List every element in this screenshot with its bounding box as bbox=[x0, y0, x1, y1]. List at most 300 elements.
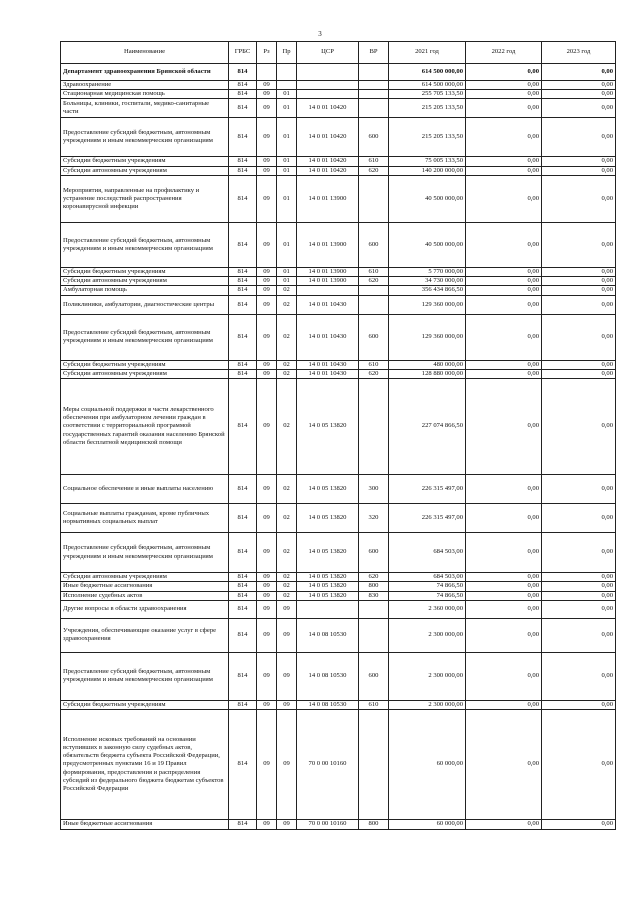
table-cell-2021: 215 205 133,50 bbox=[389, 118, 466, 157]
table-cell-csr: 14 0 01 10430 bbox=[297, 295, 359, 314]
table-cell-2021: 129 360 000,00 bbox=[389, 295, 466, 314]
table-cell-name: Иные бюджетные ассигнования bbox=[61, 820, 229, 830]
table-cell-2022: 0,00 bbox=[466, 175, 542, 222]
col-header-2023: 2023 год bbox=[542, 42, 616, 64]
table-cell-grbs: 814 bbox=[229, 267, 257, 276]
table-cell-2023: 0,00 bbox=[542, 277, 616, 286]
table-cell-2021: 684 503,00 bbox=[389, 533, 466, 573]
table-row bbox=[61, 600, 616, 618]
table-cell-csr: 14 0 05 13820 bbox=[297, 475, 359, 504]
table-cell-2022: 0,00 bbox=[466, 267, 542, 276]
table-cell-name: Меры социальной поддержки в части лекарственного обеспечения при амбулаторном лечении граждан в соответствии с территориальной программой государственных гарантий оказания населению Брянской области бесплатной медицинской помощи bbox=[61, 379, 229, 475]
table-cell-2021: 5 770 000,00 bbox=[389, 267, 466, 276]
table-cell-pr: 01 bbox=[277, 222, 297, 267]
table-cell-name: Субсидии автономным учреждениям bbox=[61, 166, 229, 175]
table-cell-2022: 0,00 bbox=[466, 360, 542, 369]
table-cell-name: Учреждения, обеспечивающие оказание услуг в сфере здравоохранения bbox=[61, 618, 229, 652]
table-cell-name: Мероприятия, направленные на профилактику и устранение последствий распространения коронавирусной инфекции bbox=[61, 175, 229, 222]
table-cell-rz: 09 bbox=[257, 369, 277, 378]
table-cell-vr bbox=[359, 295, 389, 314]
table-cell-name: Социальное обеспечение и иные выплаты населению bbox=[61, 475, 229, 504]
table-row bbox=[61, 360, 616, 369]
table-cell-2023: 0,00 bbox=[542, 652, 616, 700]
table-cell-name: Предоставление субсидий бюджетным, автономным учреждениям и иным некоммерческим организациям bbox=[61, 118, 229, 157]
table-row bbox=[61, 475, 616, 504]
table-cell-2021: 226 315 497,00 bbox=[389, 475, 466, 504]
table-cell-2023: 0,00 bbox=[542, 700, 616, 709]
table-cell-rz: 09 bbox=[257, 90, 277, 99]
table-cell-2021: 74 866,50 bbox=[389, 582, 466, 591]
table-cell-pr: 01 bbox=[277, 118, 297, 157]
table-cell-2022: 0,00 bbox=[466, 286, 542, 295]
table-cell-name: Предоставление субсидий бюджетным, автономным учреждениям и иным некоммерческим организациям bbox=[61, 533, 229, 573]
table-cell-pr: 02 bbox=[277, 369, 297, 378]
table-cell-2021: 129 360 000,00 bbox=[389, 314, 466, 360]
table-cell-pr: 02 bbox=[277, 573, 297, 582]
table-cell-grbs: 814 bbox=[229, 475, 257, 504]
table-cell-rz: 09 bbox=[257, 277, 277, 286]
table-cell-rz: 09 bbox=[257, 314, 277, 360]
table-cell-2023: 0,00 bbox=[542, 379, 616, 475]
table-cell-grbs: 814 bbox=[229, 157, 257, 166]
table-cell-pr: 01 bbox=[277, 175, 297, 222]
table-cell-2022: 0,00 bbox=[466, 295, 542, 314]
table-cell-2023: 0,00 bbox=[542, 175, 616, 222]
table-cell-vr bbox=[359, 99, 389, 118]
table-cell-csr bbox=[297, 90, 359, 99]
table-cell-csr: 14 0 05 13820 bbox=[297, 591, 359, 600]
table-cell-vr: 620 bbox=[359, 166, 389, 175]
table-cell-name: Предоставление субсидий бюджетным, автономным учреждениям и иным некоммерческим организациям bbox=[61, 652, 229, 700]
table-cell-csr: 14 0 01 10420 bbox=[297, 166, 359, 175]
table-cell-vr bbox=[359, 81, 389, 90]
table-cell-2022: 0,00 bbox=[466, 533, 542, 573]
table-cell-2022: 0,00 bbox=[466, 222, 542, 267]
table-cell-2021: 614 500 000,00 bbox=[389, 64, 466, 81]
table-row bbox=[61, 700, 616, 709]
table-cell-2023: 0,00 bbox=[542, 360, 616, 369]
table-cell-grbs: 814 bbox=[229, 277, 257, 286]
table-cell-pr: 09 bbox=[277, 820, 297, 830]
table-cell-vr: 600 bbox=[359, 533, 389, 573]
table-row bbox=[61, 652, 616, 700]
table-cell-csr: 14 0 01 10430 bbox=[297, 360, 359, 369]
table-cell-rz: 09 bbox=[257, 591, 277, 600]
table-row bbox=[61, 618, 616, 652]
table-cell-2023: 0,00 bbox=[542, 369, 616, 378]
table-cell-pr: 09 bbox=[277, 618, 297, 652]
col-header-pr: Пр bbox=[277, 42, 297, 64]
table-cell-vr: 830 bbox=[359, 591, 389, 600]
table-cell-name: Другие вопросы в области здравоохранения bbox=[61, 600, 229, 618]
table-header bbox=[61, 42, 616, 64]
table-cell-vr bbox=[359, 64, 389, 81]
table-cell-grbs: 814 bbox=[229, 652, 257, 700]
table-cell-rz: 09 bbox=[257, 652, 277, 700]
table-cell-rz: 09 bbox=[257, 295, 277, 314]
table-row bbox=[61, 504, 616, 533]
table-cell-pr: 02 bbox=[277, 533, 297, 573]
table-cell-grbs: 814 bbox=[229, 582, 257, 591]
table-cell-2023: 0,00 bbox=[542, 166, 616, 175]
table-cell-2022: 0,00 bbox=[466, 820, 542, 830]
table-cell-2023: 0,00 bbox=[542, 99, 616, 118]
table-row bbox=[61, 314, 616, 360]
table-cell-grbs: 814 bbox=[229, 369, 257, 378]
table-cell-name: Иные бюджетные ассигнования bbox=[61, 582, 229, 591]
table-cell-csr: 14 0 01 10430 bbox=[297, 314, 359, 360]
table-cell-2022: 0,00 bbox=[466, 314, 542, 360]
table-cell-grbs: 814 bbox=[229, 90, 257, 99]
table-cell-2021: 2 300 000,00 bbox=[389, 652, 466, 700]
table-cell-pr: 02 bbox=[277, 314, 297, 360]
table-cell-name: Поликлиники, амбулатории, диагностические центры bbox=[61, 295, 229, 314]
table-row bbox=[61, 533, 616, 573]
table-cell-grbs: 814 bbox=[229, 222, 257, 267]
table-cell-2021: 128 880 000,00 bbox=[389, 369, 466, 378]
table-row bbox=[61, 81, 616, 90]
table-cell-2022: 0,00 bbox=[466, 277, 542, 286]
table-cell-pr: 02 bbox=[277, 504, 297, 533]
table-cell-2021: 40 500 000,00 bbox=[389, 175, 466, 222]
table-cell-pr: 01 bbox=[277, 277, 297, 286]
table-cell-vr: 600 bbox=[359, 314, 389, 360]
table-cell-2022: 0,00 bbox=[466, 369, 542, 378]
table-row bbox=[61, 222, 616, 267]
table-row bbox=[61, 820, 616, 830]
table-cell-2023: 0,00 bbox=[542, 314, 616, 360]
table-cell-csr: 14 0 05 13820 bbox=[297, 573, 359, 582]
table-cell-vr: 610 bbox=[359, 157, 389, 166]
table-cell-vr: 800 bbox=[359, 582, 389, 591]
table-cell-grbs: 814 bbox=[229, 379, 257, 475]
table-cell-2023: 0,00 bbox=[542, 591, 616, 600]
table-cell-name: Субсидии бюджетным учреждениям bbox=[61, 700, 229, 709]
table-cell-2021: 227 074 866,50 bbox=[389, 379, 466, 475]
table-cell-2023: 0,00 bbox=[542, 618, 616, 652]
table-cell-csr: 14 0 05 13820 bbox=[297, 504, 359, 533]
table-cell-grbs: 814 bbox=[229, 710, 257, 820]
table-cell-csr: 14 0 01 13900 bbox=[297, 175, 359, 222]
table-cell-name: Департамент здравоохранения Брянской области bbox=[61, 64, 229, 81]
table-cell-name: Субсидии автономным учреждениям bbox=[61, 573, 229, 582]
table-cell-rz: 09 bbox=[257, 475, 277, 504]
table-row bbox=[61, 267, 616, 276]
table-cell-pr: 01 bbox=[277, 267, 297, 276]
table-cell-csr: 14 0 01 10430 bbox=[297, 369, 359, 378]
table-cell-vr bbox=[359, 379, 389, 475]
table-cell-pr: 02 bbox=[277, 582, 297, 591]
table-cell-grbs: 814 bbox=[229, 99, 257, 118]
table-cell-vr bbox=[359, 600, 389, 618]
table-row bbox=[61, 175, 616, 222]
table-cell-2022: 0,00 bbox=[466, 157, 542, 166]
table-cell-2021: 2 360 000,00 bbox=[389, 600, 466, 618]
table-cell-pr: 02 bbox=[277, 286, 297, 295]
table-cell-vr: 620 bbox=[359, 573, 389, 582]
table-cell-2023: 0,00 bbox=[542, 81, 616, 90]
table-cell-2022: 0,00 bbox=[466, 618, 542, 652]
table-cell-vr: 620 bbox=[359, 369, 389, 378]
table-cell-2022: 0,00 bbox=[466, 710, 542, 820]
table-cell-csr bbox=[297, 64, 359, 81]
table-cell-2021: 356 434 866,50 bbox=[389, 286, 466, 295]
table-row bbox=[61, 286, 616, 295]
table-row bbox=[61, 295, 616, 314]
table-cell-grbs: 814 bbox=[229, 700, 257, 709]
table-cell-2021: 215 205 133,50 bbox=[389, 99, 466, 118]
table-cell-2021: 226 315 497,00 bbox=[389, 504, 466, 533]
table-cell-pr bbox=[277, 64, 297, 81]
table-row bbox=[61, 64, 616, 81]
col-header-grbs: ГРБС bbox=[229, 42, 257, 64]
table-cell-name: Исполнение исковых требований на основании вступивших в законную силу судебных актов, обязательств бюджета субъекта Российской Федерации, предусмотренных пунктами 16 и 19 Правил формирования, предоставления и распределения субсидий из федерального бюджета бюджетам субъектов Российской Федерации bbox=[61, 710, 229, 820]
table-cell-rz: 09 bbox=[257, 99, 277, 118]
table-cell-2023: 0,00 bbox=[542, 582, 616, 591]
table-cell-csr: 14 0 08 10530 bbox=[297, 700, 359, 709]
table-cell-rz: 09 bbox=[257, 710, 277, 820]
table-cell-grbs: 814 bbox=[229, 295, 257, 314]
table-cell-2022: 0,00 bbox=[466, 166, 542, 175]
table-cell-name: Исполнение судебных актов bbox=[61, 591, 229, 600]
table-cell-pr: 09 bbox=[277, 652, 297, 700]
table-cell-name: Субсидии бюджетным учреждениям bbox=[61, 157, 229, 166]
table-cell-rz: 09 bbox=[257, 533, 277, 573]
table-cell-csr: 14 0 05 13820 bbox=[297, 533, 359, 573]
table-cell-vr bbox=[359, 618, 389, 652]
table-cell-2023: 0,00 bbox=[542, 286, 616, 295]
table-cell-name: Амбулаторная помощь bbox=[61, 286, 229, 295]
table-cell-pr: 02 bbox=[277, 360, 297, 369]
table-cell-grbs: 814 bbox=[229, 81, 257, 90]
table-cell-2021: 2 300 000,00 bbox=[389, 700, 466, 709]
table-cell-vr: 600 bbox=[359, 118, 389, 157]
table-cell-rz: 09 bbox=[257, 700, 277, 709]
table-cell-2022: 0,00 bbox=[466, 379, 542, 475]
table-cell-csr: 14 0 05 13820 bbox=[297, 379, 359, 475]
table-cell-rz: 09 bbox=[257, 573, 277, 582]
col-header-csr: ЦСР bbox=[297, 42, 359, 64]
table-cell-2021: 614 500 000,00 bbox=[389, 81, 466, 90]
table-cell-grbs: 814 bbox=[229, 533, 257, 573]
table-cell-grbs: 814 bbox=[229, 64, 257, 81]
table-cell-pr: 02 bbox=[277, 591, 297, 600]
table-cell-2022: 0,00 bbox=[466, 700, 542, 709]
table-cell-pr: 01 bbox=[277, 99, 297, 118]
table-cell-name: Здравоохранение bbox=[61, 81, 229, 90]
table-cell-2022: 0,00 bbox=[466, 81, 542, 90]
table-cell-2022: 0,00 bbox=[466, 90, 542, 99]
table-cell-rz: 09 bbox=[257, 267, 277, 276]
table-cell-vr: 600 bbox=[359, 652, 389, 700]
table-cell-name: Социальные выплаты гражданам, кроме публичных нормативных социальных выплат bbox=[61, 504, 229, 533]
table-row bbox=[61, 118, 616, 157]
table-cell-pr: 01 bbox=[277, 90, 297, 99]
table-cell-csr: 70 0 00 10160 bbox=[297, 820, 359, 830]
table-cell-csr: 14 0 08 10530 bbox=[297, 618, 359, 652]
table-cell-2022: 0,00 bbox=[466, 582, 542, 591]
table-cell-grbs: 814 bbox=[229, 166, 257, 175]
table-cell-grbs: 814 bbox=[229, 573, 257, 582]
budget-table bbox=[60, 41, 616, 830]
table-cell-rz: 09 bbox=[257, 286, 277, 295]
table-cell-2021: 2 300 000,00 bbox=[389, 618, 466, 652]
table-cell-rz: 09 bbox=[257, 81, 277, 90]
table-cell-csr: 14 0 01 13900 bbox=[297, 267, 359, 276]
table-cell-grbs: 814 bbox=[229, 360, 257, 369]
table-cell-csr: 14 0 01 10420 bbox=[297, 118, 359, 157]
table-cell-2022: 0,00 bbox=[466, 652, 542, 700]
table-cell-pr: 02 bbox=[277, 475, 297, 504]
table-row bbox=[61, 157, 616, 166]
table-cell-rz: 09 bbox=[257, 118, 277, 157]
col-header-rz: Рз bbox=[257, 42, 277, 64]
table-cell-pr: 02 bbox=[277, 295, 297, 314]
table-cell-2022: 0,00 bbox=[466, 504, 542, 533]
table-cell-2023: 0,00 bbox=[542, 600, 616, 618]
table-row bbox=[61, 166, 616, 175]
table-cell-pr: 09 bbox=[277, 710, 297, 820]
table-cell-csr: 14 0 01 10420 bbox=[297, 99, 359, 118]
table-cell-2023: 0,00 bbox=[542, 157, 616, 166]
table-cell-2023: 0,00 bbox=[542, 820, 616, 830]
table-cell-2021: 480 000,00 bbox=[389, 360, 466, 369]
table-cell-grbs: 814 bbox=[229, 118, 257, 157]
table-cell-csr: 14 0 08 10530 bbox=[297, 652, 359, 700]
table-cell-2022: 0,00 bbox=[466, 600, 542, 618]
table-cell-name: Субсидии бюджетным учреждениям bbox=[61, 267, 229, 276]
table-cell-vr bbox=[359, 710, 389, 820]
table-row bbox=[61, 573, 616, 582]
table-cell-name: Предоставление субсидий бюджетным, автономным учреждениям и иным некоммерческим организациям bbox=[61, 314, 229, 360]
table-cell-pr bbox=[277, 81, 297, 90]
table-cell-2023: 0,00 bbox=[542, 475, 616, 504]
table-cell-rz: 09 bbox=[257, 504, 277, 533]
table-cell-rz: 09 bbox=[257, 360, 277, 369]
table-cell-2022: 0,00 bbox=[466, 591, 542, 600]
table-cell-2021: 75 005 133,50 bbox=[389, 157, 466, 166]
table-cell-csr: 70 0 00 10160 bbox=[297, 710, 359, 820]
table-cell-grbs: 814 bbox=[229, 618, 257, 652]
table-cell-csr: 14 0 01 13900 bbox=[297, 277, 359, 286]
table-cell-rz: 09 bbox=[257, 618, 277, 652]
table-cell-grbs: 814 bbox=[229, 175, 257, 222]
table-cell-vr: 610 bbox=[359, 360, 389, 369]
table-cell-rz bbox=[257, 64, 277, 81]
table-cell-csr: 14 0 05 13820 bbox=[297, 582, 359, 591]
table-cell-2021: 60 000,00 bbox=[389, 820, 466, 830]
table-cell-grbs: 814 bbox=[229, 591, 257, 600]
table-cell-2022: 0,00 bbox=[466, 118, 542, 157]
table-cell-pr: 09 bbox=[277, 700, 297, 709]
table-cell-2022: 0,00 bbox=[466, 573, 542, 582]
table-cell-grbs: 814 bbox=[229, 600, 257, 618]
table-cell-pr: 02 bbox=[277, 379, 297, 475]
table-cell-grbs: 814 bbox=[229, 314, 257, 360]
table-cell-rz: 09 bbox=[257, 600, 277, 618]
table-cell-2021: 60 000,00 bbox=[389, 710, 466, 820]
col-header-2021: 2021 год bbox=[389, 42, 466, 64]
table-cell-2021: 140 200 000,00 bbox=[389, 166, 466, 175]
table-cell-name: Стационарная медицинская помощь bbox=[61, 90, 229, 99]
table-cell-rz: 09 bbox=[257, 157, 277, 166]
table-cell-grbs: 814 bbox=[229, 820, 257, 830]
table-cell-2022: 0,00 bbox=[466, 475, 542, 504]
table-cell-vr bbox=[359, 175, 389, 222]
table-cell-2021: 74 866,50 bbox=[389, 591, 466, 600]
table-cell-csr: 14 0 01 10420 bbox=[297, 157, 359, 166]
table-cell-csr bbox=[297, 81, 359, 90]
table-cell-csr bbox=[297, 600, 359, 618]
table-row bbox=[61, 591, 616, 600]
table-cell-2023: 0,00 bbox=[542, 64, 616, 81]
table-cell-csr bbox=[297, 286, 359, 295]
col-header-name: Наименование bbox=[61, 42, 229, 64]
table-cell-name: Субсидии автономным учреждениям bbox=[61, 277, 229, 286]
col-header-2022: 2022 год bbox=[466, 42, 542, 64]
table-cell-2023: 0,00 bbox=[542, 295, 616, 314]
table-cell-2021: 684 503,00 bbox=[389, 573, 466, 582]
table-cell-2023: 0,00 bbox=[542, 504, 616, 533]
table-cell-pr: 01 bbox=[277, 157, 297, 166]
table-row bbox=[61, 710, 616, 820]
table-cell-vr bbox=[359, 90, 389, 99]
table-row bbox=[61, 369, 616, 378]
table-cell-name: Предоставление субсидий бюджетным, автономным учреждениям и иным некоммерческим организациям bbox=[61, 222, 229, 267]
table-cell-rz: 09 bbox=[257, 222, 277, 267]
table-cell-vr: 610 bbox=[359, 267, 389, 276]
table-cell-vr: 300 bbox=[359, 475, 389, 504]
table-cell-rz: 09 bbox=[257, 379, 277, 475]
table-cell-vr bbox=[359, 286, 389, 295]
table-cell-pr: 09 bbox=[277, 600, 297, 618]
table-row bbox=[61, 582, 616, 591]
table-cell-vr: 620 bbox=[359, 277, 389, 286]
table-cell-2021: 40 500 000,00 bbox=[389, 222, 466, 267]
table-cell-2023: 0,00 bbox=[542, 533, 616, 573]
table-row bbox=[61, 99, 616, 118]
table-cell-rz: 09 bbox=[257, 820, 277, 830]
table-cell-2023: 0,00 bbox=[542, 222, 616, 267]
table-cell-rz: 09 bbox=[257, 582, 277, 591]
table-row bbox=[61, 277, 616, 286]
table-cell-rz: 09 bbox=[257, 175, 277, 222]
table-cell-2021: 34 730 000,00 bbox=[389, 277, 466, 286]
table-cell-name: Больницы, клиники, госпитали, медико-санитарные части bbox=[61, 99, 229, 118]
table-cell-grbs: 814 bbox=[229, 286, 257, 295]
table-cell-name: Субсидии автономным учреждениям bbox=[61, 369, 229, 378]
table-cell-2023: 0,00 bbox=[542, 90, 616, 99]
table-cell-2023: 0,00 bbox=[542, 118, 616, 157]
table-cell-vr: 320 bbox=[359, 504, 389, 533]
table-cell-pr: 01 bbox=[277, 166, 297, 175]
table-cell-vr: 600 bbox=[359, 222, 389, 267]
table-cell-2022: 0,00 bbox=[466, 64, 542, 81]
table-cell-2021: 255 705 133,50 bbox=[389, 90, 466, 99]
table-row bbox=[61, 379, 616, 475]
table-cell-rz: 09 bbox=[257, 166, 277, 175]
table-cell-vr: 610 bbox=[359, 700, 389, 709]
table-cell-2023: 0,00 bbox=[542, 267, 616, 276]
table-cell-2023: 0,00 bbox=[542, 710, 616, 820]
page-number: 3 bbox=[318, 30, 322, 38]
table-cell-2022: 0,00 bbox=[466, 99, 542, 118]
table-row bbox=[61, 90, 616, 99]
table-cell-2023: 0,00 bbox=[542, 573, 616, 582]
table-cell-name: Субсидии бюджетным учреждениям bbox=[61, 360, 229, 369]
table-cell-grbs: 814 bbox=[229, 504, 257, 533]
table-cell-vr: 800 bbox=[359, 820, 389, 830]
